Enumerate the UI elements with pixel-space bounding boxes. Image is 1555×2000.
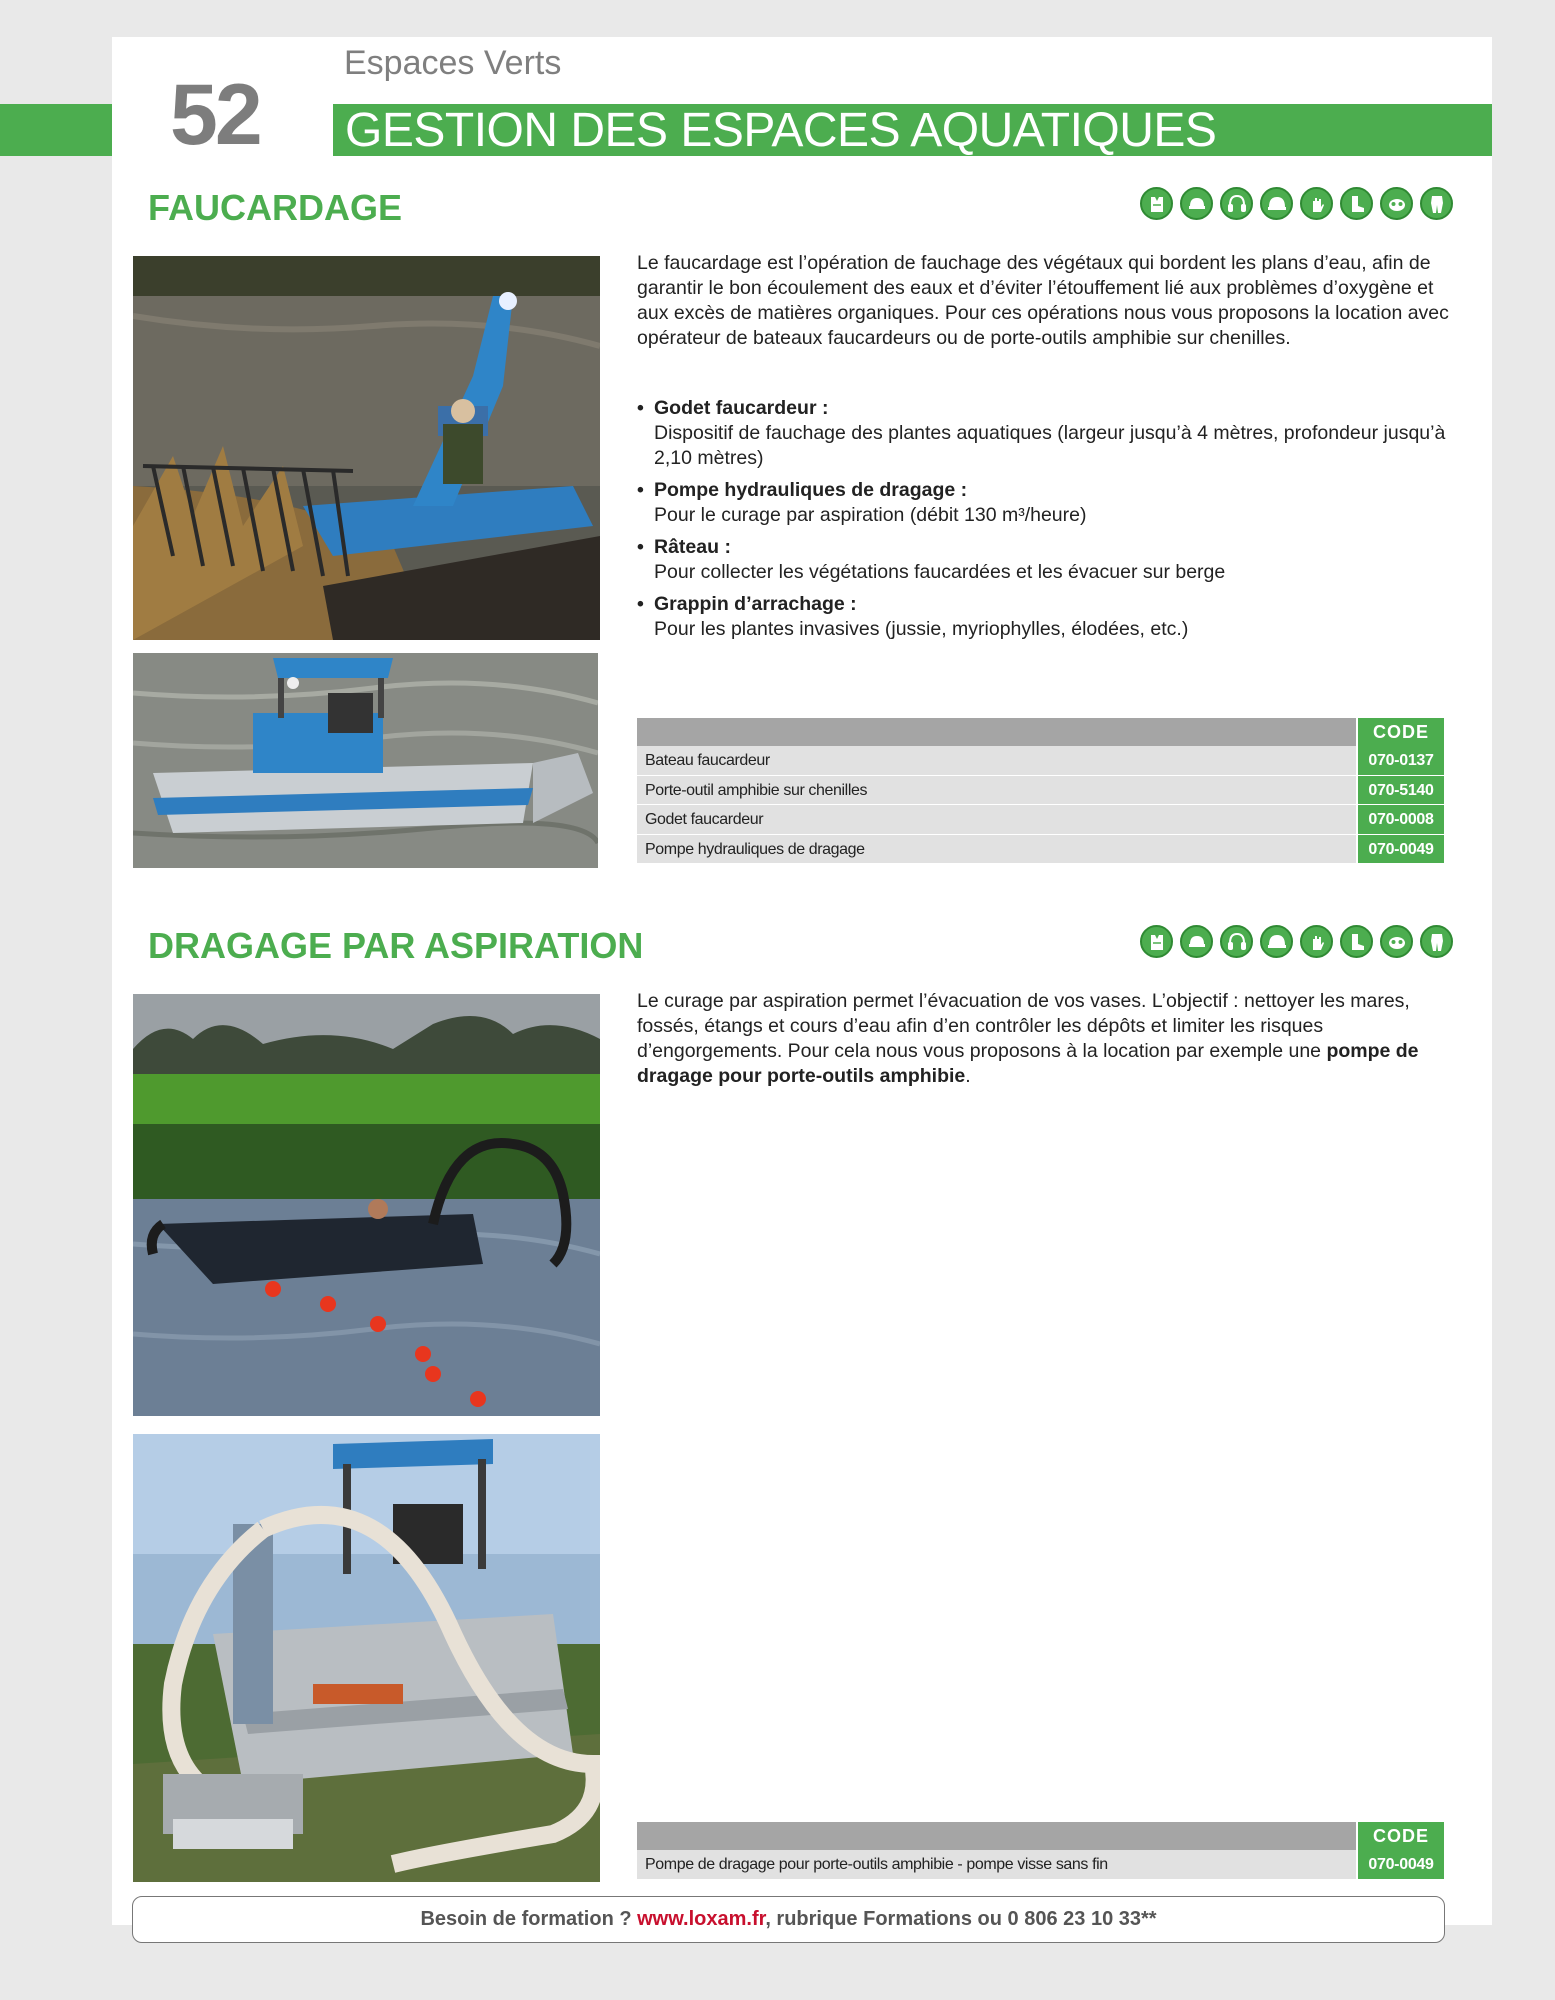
cap-icon	[1180, 925, 1213, 958]
safety-icons-row	[1140, 187, 1453, 220]
table-header	[637, 1822, 1444, 1850]
page-number: 52	[170, 67, 260, 163]
faucardage-equipment-list	[637, 396, 1449, 649]
loxam-website-link[interactable]: www.loxam.fr	[637, 1908, 766, 1930]
table-row: Pompe de dragage pour porte-outils amphibie - pompe visse sans fin 070-0049	[637, 1850, 1444, 1880]
code-column-header: CODE	[1356, 1822, 1444, 1850]
table-row: Bateau faucardeur 070-0137	[637, 746, 1444, 776]
table-row: Pompe hydrauliques de dragage 070-0049	[637, 835, 1444, 865]
training-footer: Besoin de formation ? www.loxam.fr, rubrique Formations ou 0 806 23 10 33**	[132, 1896, 1445, 1943]
overalls-icon	[1420, 925, 1453, 958]
faucardage-intro: Le faucardage est l’opération de fauchage des végétaux qui bordent les plans d’eau, afin de garantir le bon écoulement des eaux et d’éviter l’étouffement lié aux problèmes d’oxygène et aux excès de matières organiques. Pour ces opérations nous vous proposons la location avec opérateur de bateaux faucardeurs ou de porte-outils amphibie sur chenilles.	[637, 252, 1449, 349]
table-row: Godet faucardeur 070-0008	[637, 805, 1444, 835]
ear-protection-icon	[1220, 187, 1253, 220]
mask-icon	[1380, 187, 1413, 220]
code-column-header: CODE	[1356, 718, 1444, 746]
side-accent-bar	[0, 104, 112, 156]
vest-icon	[1140, 925, 1173, 958]
overalls-icon	[1420, 187, 1453, 220]
list-item: • Grappin d’arrachage : Pour les plantes invasives (jussie, myriophylles, élodées, etc.)	[637, 592, 1449, 642]
faucardage-heading: FAUCARDAGE	[148, 187, 403, 228]
list-item: • Râteau : Pour collecter les végétations faucardées et les évacuer sur berge	[637, 535, 1449, 585]
vest-icon	[1140, 187, 1173, 220]
list-item: • Pompe hydrauliques de dragage : Pour le curage par aspiration (débit 130 m³/heure)	[637, 478, 1449, 528]
table-header	[637, 718, 1444, 746]
boots-icon	[1340, 187, 1373, 220]
faucardage-code-table	[637, 718, 1444, 864]
faucardeur-boat-photo	[133, 256, 600, 640]
dredging-pond-photo	[133, 994, 600, 1416]
dragage-intro: Le curage par aspiration permet l’évacuation de vos vases. L’objectif : nettoyer les mares, fossés, étangs et cours d’eau afin d’en contrôler les dépôts et limiter les risques d’engorgements. Pour cela nous vous proposons à la location par exemple une pompe de dragage pour porte-outils amphibie.	[637, 990, 1419, 1087]
dredging-pump-photo	[133, 1434, 600, 1882]
ear-protection-icon	[1220, 925, 1253, 958]
safety-icons-row	[1140, 925, 1453, 958]
gloves-icon	[1300, 187, 1333, 220]
helmet-icon	[1260, 925, 1293, 958]
gloves-icon	[1300, 925, 1333, 958]
mask-icon	[1380, 925, 1413, 958]
title-band	[333, 104, 1492, 156]
cap-icon	[1180, 187, 1213, 220]
page-title: GESTION DES ESPACES AQUATIQUES	[345, 104, 1217, 157]
boots-icon	[1340, 925, 1373, 958]
helmet-icon	[1260, 187, 1293, 220]
amphibious-carrier-photo	[133, 653, 598, 868]
list-item: • Godet faucardeur : Dispositif de fauchage des plantes aquatiques (largeur jusqu’à 4 mètres, profondeur jusqu’à 2,10 mètres)	[637, 396, 1449, 471]
section-category: Espaces Verts	[344, 44, 562, 82]
dragage-heading: DRAGAGE PAR ASPIRATION	[148, 925, 644, 966]
dragage-code-table	[637, 1822, 1444, 1880]
table-row: Porte-outil amphibie sur chenilles 070-5140	[637, 776, 1444, 806]
